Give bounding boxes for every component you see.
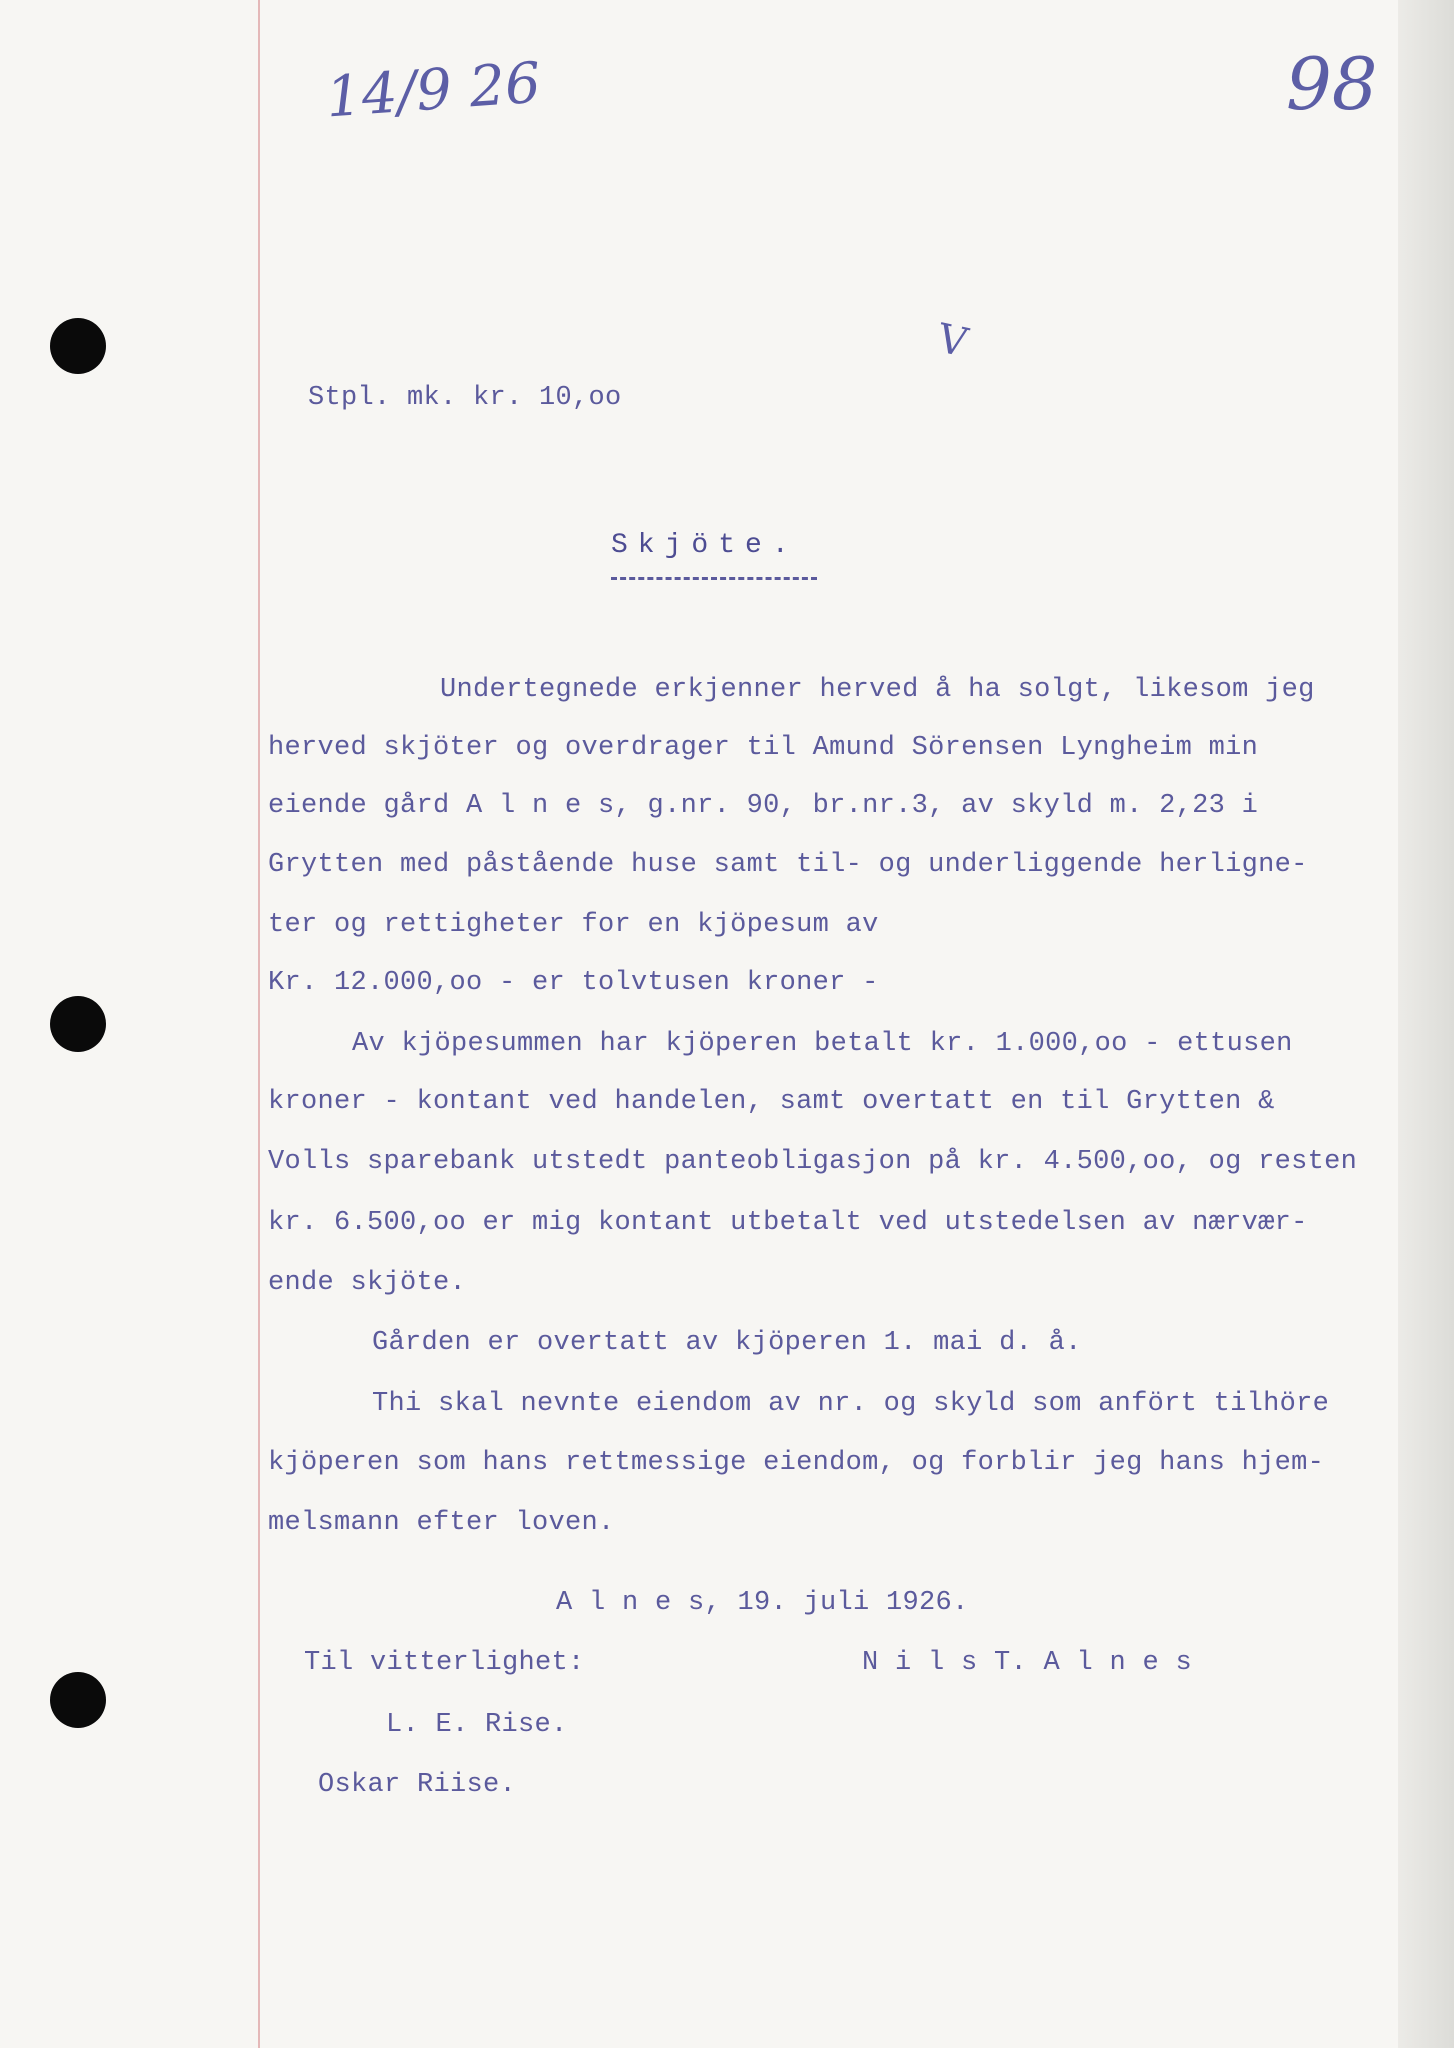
body-line: Undertegnede erkjenner herved å ha solgt, likesom jeg <box>440 675 1315 705</box>
handwritten-check-mark: V <box>933 315 972 367</box>
body-line: ter og rettigheter for en kjöpesum av <box>268 910 879 940</box>
punch-hole-top <box>50 318 106 374</box>
body-line: kjöperen som hans rettmessige eiendom, og forblir jeg hans hjem- <box>268 1448 1325 1478</box>
punch-hole-bottom <box>50 1672 106 1728</box>
title-underline <box>611 577 817 580</box>
body-line: melsmann efter loven. <box>268 1508 615 1538</box>
stamp-duty-line: Stpl. mk. kr. 10,oo <box>308 383 622 413</box>
body-line: kr. 6.500,oo er mig kontant utbetalt ved utstedelsen av nærvær- <box>268 1208 1308 1238</box>
body-line: eiende gård A l n e s, g.nr. 90, br.nr.3, av skyld m. 2,23 i <box>268 791 1259 821</box>
place-and-date: A l n e s, 19. juli 1926. <box>556 1588 969 1618</box>
body-line: Grytten med påstående huse samt til- og underliggende herligne- <box>268 850 1308 880</box>
handwritten-page-number: 98 <box>1286 42 1378 126</box>
witness-label: Til vitterlighet: <box>304 1648 585 1678</box>
body-line: Volls sparebank utstedt panteobligasjon på kr. 4.500,oo, og resten <box>268 1147 1358 1177</box>
page-edge-shadow <box>1398 0 1454 2048</box>
witness-name: Oskar Riise. <box>318 1770 517 1800</box>
body-line: kroner - kontant ved handelen, samt overtatt en til Grytten & <box>268 1087 1275 1117</box>
body-line: herved skjöter og overdrager til Amund Sörensen Lyngheim min <box>268 733 1259 763</box>
margin-rule <box>258 0 260 2048</box>
document-title: Skjöte. <box>611 530 799 561</box>
body-line: Av kjöpesummen har kjöperen betalt kr. 1.000,oo - ettusen <box>352 1029 1293 1059</box>
handwritten-date-note: 14/9 26 <box>323 50 543 131</box>
body-line: Gården er overtatt av kjöperen 1. mai d. å. <box>372 1328 1082 1358</box>
body-line: Thi skal nevnte eiendom av nr. og skyld som anfört tilhöre <box>372 1389 1330 1419</box>
punch-hole-middle <box>50 996 106 1052</box>
signer-name: N i l s T. A l n e s <box>862 1648 1193 1678</box>
body-line: ende skjöte. <box>268 1268 467 1298</box>
body-line: Kr. 12.000,oo - er tolvtusen kroner - <box>268 968 879 998</box>
witness-name: L. E. Rise. <box>386 1710 568 1740</box>
